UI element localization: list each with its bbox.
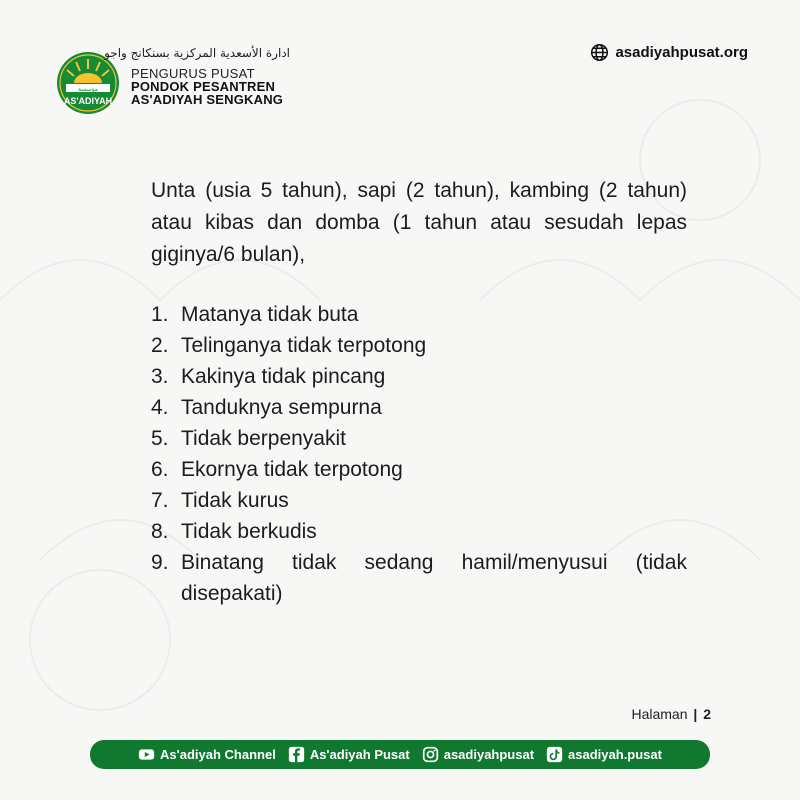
list-text: Tidak kurus: [181, 489, 289, 512]
intro-paragraph: Unta (usia 5 tahun), sapi (2 tahun), kambing (2 tahun) atau kibas dan domba (1 tahun atau sesudah lepas giginya/6 bulan),: [151, 179, 687, 266]
list-item: [151, 330, 687, 361]
page-label: Halaman: [631, 706, 688, 722]
page-separator: |: [693, 706, 698, 722]
list-number: 6.: [151, 458, 169, 481]
list-number: 9.: [151, 551, 169, 574]
youtube-label: As'adiyah Channel: [160, 747, 276, 762]
list-item: [151, 299, 687, 330]
page-number: 2: [703, 706, 711, 722]
page-indicator: [631, 706, 711, 722]
list-text: Matanya tidak buta: [181, 303, 359, 326]
list-text: Kakinya tidak pincang: [181, 365, 386, 388]
org-arabic-name: ادارة الأسعدية المركزية بسنكانج واجو: [104, 46, 290, 60]
youtube-link[interactable]: [138, 746, 276, 763]
list-item: [151, 547, 687, 609]
instagram-icon: [422, 746, 439, 763]
instagram-label: asadiyahpusat: [443, 747, 535, 762]
youtube-icon: [138, 746, 155, 763]
org-title-line2: PONDOK PESANTREN: [131, 79, 276, 94]
tiktok-label: asadiyah.pusat: [568, 747, 662, 762]
facebook-link[interactable]: [288, 746, 410, 763]
list-number: 4.: [151, 396, 169, 419]
list-text: Tanduknya sempurna: [181, 396, 382, 419]
list-number: 5.: [151, 427, 169, 450]
org-title-line1: PENGURUS PUSAT: [131, 66, 255, 81]
list-text: Tidak berpenyakit: [181, 427, 346, 450]
tiktok-link[interactable]: [546, 746, 662, 763]
svg-text:مؤسسة: مؤسسة: [78, 86, 98, 93]
asadiyah-logo: [56, 51, 120, 115]
list-item: [151, 423, 687, 454]
list-item: [151, 454, 687, 485]
list-item: [151, 392, 687, 423]
org-title-line3: AS'ADIYAH SENGKANG: [131, 92, 284, 107]
globe-icon: [590, 43, 609, 62]
website-text: asadiyahpusat.org: [615, 44, 748, 61]
requirements-list: [151, 299, 687, 609]
website-link[interactable]: [590, 43, 748, 62]
facebook-icon: [288, 746, 305, 763]
list-text: Binatang tidak sedang hamil/menyusui (tidak disepakati): [181, 551, 687, 605]
svg-text:AS'ADIYAH: AS'ADIYAH: [63, 96, 113, 106]
list-number: 7.: [151, 489, 169, 512]
list-number: 2.: [151, 334, 169, 357]
tiktok-icon: [546, 746, 563, 763]
list-text: Tidak berkudis: [181, 520, 317, 543]
list-item: [151, 485, 687, 516]
social-footer-bar: [90, 740, 710, 769]
list-item: [151, 516, 687, 547]
list-text: Ekornya tidak terpotong: [181, 458, 403, 481]
list-text: Telinganya tidak terpotong: [181, 334, 427, 357]
list-number: 1.: [151, 303, 169, 326]
main-content: [151, 175, 687, 609]
list-number: 3.: [151, 365, 169, 388]
facebook-label: As'adiyah Pusat: [309, 747, 410, 762]
list-item: [151, 361, 687, 392]
instagram-link[interactable]: [422, 746, 534, 763]
list-number: 8.: [151, 520, 169, 543]
